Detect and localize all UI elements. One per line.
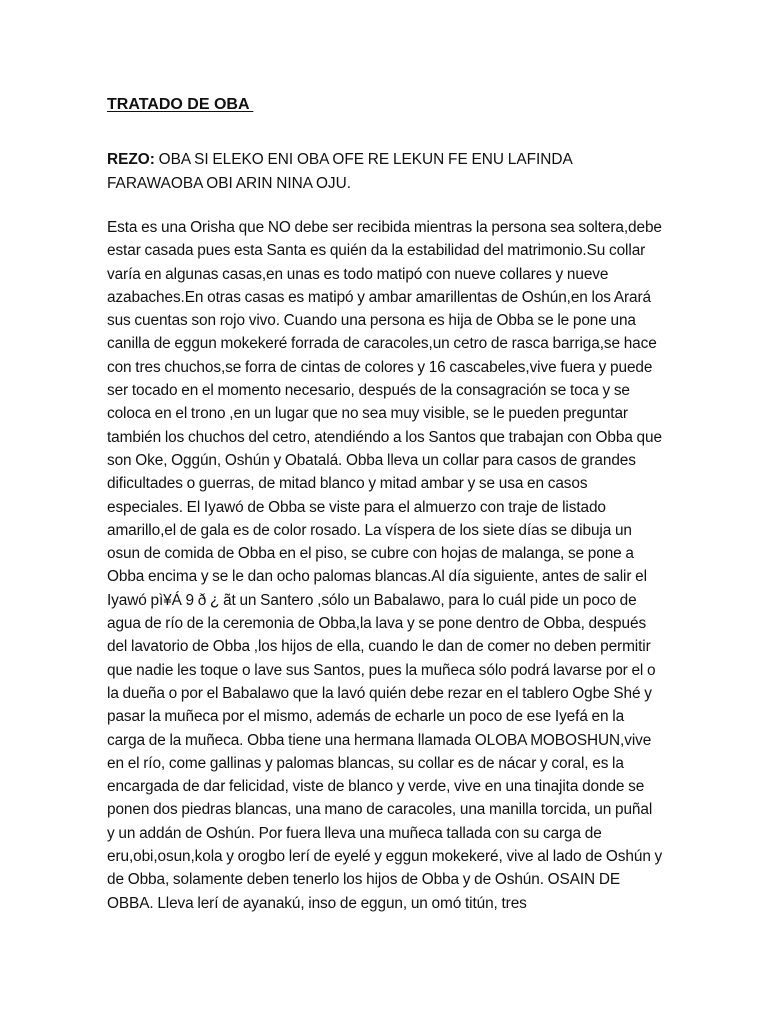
rezo-label: REZO: (107, 151, 155, 168)
rezo-paragraph (107, 148, 663, 195)
document-page (107, 94, 663, 930)
rezo-text: OBA SI ELEKO ENI OBA OFE RE LEKUN FE ENU LAFINDA FARAWAOBA OBI ARIN NINA OJU. (107, 151, 572, 192)
document-title: TRATADO DE OBA (107, 96, 254, 113)
body-paragraph: Esta es una Orisha que NO debe ser recibida mientras la persona sea soltera,debe estar casada pues esta Santa es quién da la estabilidad del matrimonio.Su collar varía en algunas casas,en unas es todo matipó con nueve collares y nueve azabaches.En otras casas es matipó y ambar amarillentas de Oshún,en los Arará sus cuentas son rojo vivo. Cuando una persona es hija de Obba se le pone una canilla de eggun mokekeré forrada de caracoles,un cetro de rasca barriga,se hace con tres chuchos,se forra de cintas de colores y 16 cascabeles,vive fuera y puede ser tocado en el momento necesario, después de la consagración se toca y se coloca en el trono ,en un lugar que no sea muy visible, se le pueden preguntar también los chuchos del cetro, atendiéndo a los Santos que trabajan con Obba que son Oke, Oggún, Oshún y Obatalá. Obba lleva un collar para casos de grandes dificultades o guerras, de mitad blanco y mitad ambar y se usa en casos especiales. El Iyawó de Obba se viste para el almuerzo con traje de listado amarillo,el de gala es de color rosado. La víspera de los siete días se dibuja un osun de comida de Obba en el piso, se cubre con hojas de malanga, se pone a Obba encima y se le dan ocho palomas blancas.Al día siguiente, antes de salir el Iyawó pì¥Á 9 ð ¿ ãt un Santero ,sólo un Babalawo, para lo cuál pide un poco de agua de río de la ceremonia de Obba,la lava y se pone dentro de Obba, después del lavatorio de Obba ,los hijos de ella, cuando le dan de comer no deben permitir que nadie les toque o lave sus Santos, pues la muñeca sólo podrá lavarse por el o la dueña o por el Babalawo que la lavó quién debe rezar en el tablero Ogbe Shé y pasar la muñeca por el mismo, además de echarle un poco de ese Iyefá en la carga de la muñeca. Obba tiene una hermana llamada OLOBA MOBOSHUN,vive en el río, come gallinas y palomas blancas, su collar es de nácar y coral, es la encargada de dar felicidad, viste de blanco y verde, vive en una tinajita donde se ponen dos piedras blancas, una mano de caracoles, una manilla torcida, un puñal y un addán de Oshún. Por fuera lleva una muñeca tallada con su carga de eru,obi,osun,kola y orogbo lerí de eyelé y eggun mokekeré, vive al lado de Oshún y de Obba, solamente deben tenerlo los hijos de Obba y de Oshún. OSAIN DE OBBA. Lleva lerí de ayanakú, inso de eggun, un omó titún, tres (107, 219, 663, 912)
